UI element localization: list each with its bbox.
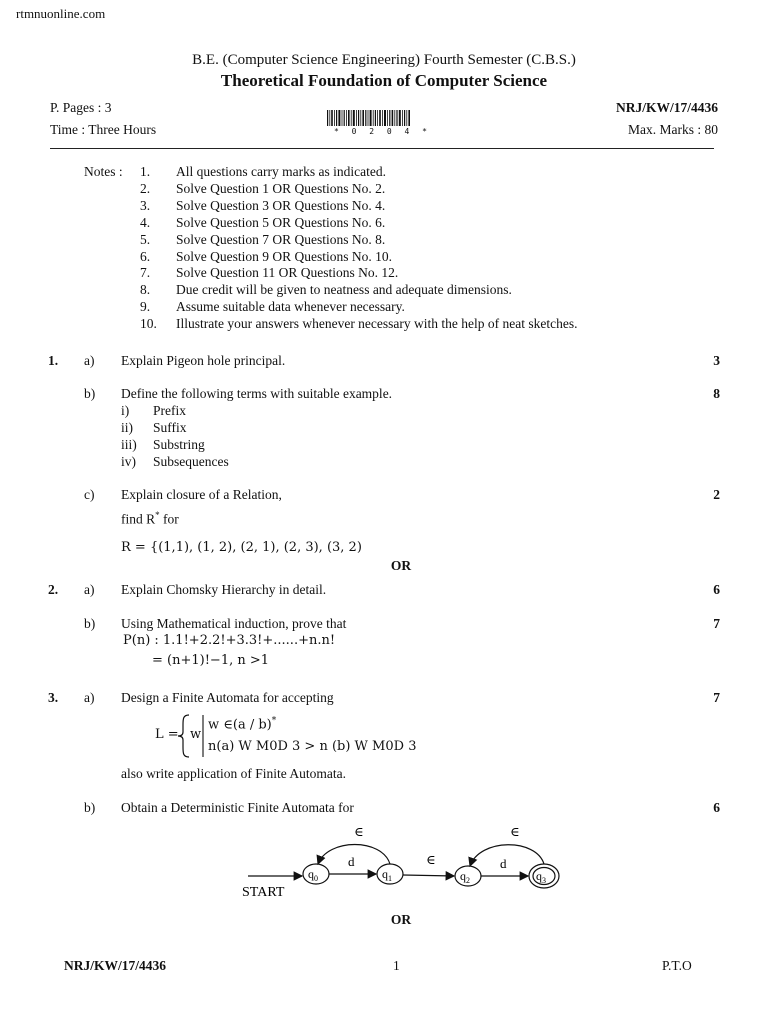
- q1c-find: find R* for: [121, 510, 179, 527]
- q1a-marks: 3: [713, 353, 720, 368]
- q1c-text: Explain closure of a Relation,: [121, 487, 282, 502]
- q2b-part: b): [84, 616, 96, 631]
- edge-q3-q2-label: ∈: [510, 824, 520, 839]
- q3a-lang-cond1: w ∈(a / b)*: [208, 716, 277, 733]
- note-number: 4.: [140, 214, 151, 230]
- q3a-lang-cond2: n(a) W M0D 3 > n (b) W M0D 3: [208, 739, 417, 754]
- q3b-part: b): [84, 800, 96, 815]
- dfa-diagram: [230, 820, 570, 904]
- max-marks: Max. Marks : 80: [628, 122, 718, 137]
- note-item: [140, 316, 577, 332]
- edge-q1-q2-label: ∈: [426, 852, 436, 867]
- note-text: Solve Question 3 OR Questions No. 4.: [176, 197, 386, 213]
- q3a-text: Design a Finite Automata for accepting: [121, 690, 334, 705]
- note-number: 10.: [140, 316, 157, 332]
- note-text: Solve Question 5 OR Questions No. 6.: [176, 214, 386, 230]
- notes-label: Notes :: [84, 164, 123, 179]
- state-q2-label: $q_2$: [460, 869, 470, 885]
- state-q3-label: $q_3$: [536, 869, 546, 885]
- q1b-part: b): [84, 386, 96, 401]
- state-q1-label: $q_1$: [382, 867, 392, 883]
- start-label: START: [242, 885, 285, 900]
- q1b-item-text: Subsequences: [153, 454, 229, 469]
- exam-time: Time : Three Hours: [50, 122, 157, 137]
- paper-code: NRJ/KW/17/4436: [615, 100, 718, 115]
- edge-q3-q2: [470, 845, 544, 866]
- note-item: [140, 198, 385, 214]
- note-number: 9.: [140, 299, 151, 315]
- note-item: [140, 265, 398, 281]
- edge-q1-q0-label: ∈: [354, 824, 364, 839]
- note-item: [140, 282, 512, 298]
- note-number: 6.: [140, 248, 151, 264]
- note-item: [140, 232, 385, 248]
- footer-page-number: 1: [393, 958, 400, 973]
- note-text: Illustrate your answers whenever necessary with the help of neat sketches.: [176, 316, 578, 332]
- watermark-text: rtmnuonline.com: [16, 6, 106, 21]
- barcode-number: * 0 2 0 4 *: [334, 127, 431, 136]
- course-title: B.E. (Computer Science Engineering) Fourth Semester (C.B.S.): [192, 52, 576, 68]
- note-text: All questions carry marks as indicated.: [176, 164, 386, 179]
- q3a-part: a): [84, 690, 95, 705]
- q3a-marks: 7: [713, 690, 720, 705]
- q1b-text: Define the following terms with suitable example.: [121, 386, 393, 401]
- note-number: 7.: [140, 265, 151, 281]
- footer-code: NRJ/KW/17/4436: [64, 958, 167, 973]
- note-text: Solve Question 9 OR Questions No. 10.: [176, 248, 392, 264]
- note-number: 8.: [140, 282, 151, 298]
- q2a-text: Explain Chomsky Hierarchy in detail.: [121, 582, 327, 597]
- note-number: 1.: [140, 164, 151, 179]
- note-text: Due credit will be given to neatness and adequate dimensions.: [176, 282, 512, 298]
- note-text: Solve Question 7 OR Questions No. 8.: [176, 231, 386, 247]
- q1a-part: a): [84, 353, 95, 368]
- q3a-also: also write application of Finite Automata.: [121, 766, 346, 781]
- note-text: Solve Question 1 OR Questions No. 2.: [176, 180, 386, 196]
- edge-q1-q2: [403, 875, 454, 876]
- or-separator: OR: [390, 558, 412, 573]
- q2a-marks: 6: [713, 582, 720, 597]
- note-text: Assume suitable data whenever necessary.: [176, 299, 405, 315]
- q1b-item-roman: i): [121, 403, 130, 418]
- q2b-equation-line1: P(n) : 1.1!+2.2!+3.3!+......+n.n!: [123, 633, 336, 648]
- q2b-equation-line2: = (n+1)!−1, n >1: [152, 653, 270, 668]
- q3a-lang-w: w: [190, 727, 202, 742]
- note-item: [140, 181, 385, 197]
- q1b-marks: 8: [713, 386, 720, 401]
- q1c-relation: R = {(1,1), (1, 2), (2, 1), (2, 3), (3, 2): [121, 540, 362, 555]
- q3a-lang-left: L =: [155, 727, 179, 742]
- q2a-part: a): [84, 582, 95, 597]
- barcode-image: [327, 110, 411, 126]
- edge-q0-q1-label: d: [348, 854, 355, 869]
- q1a-text: Explain Pigeon hole principal.: [121, 353, 286, 368]
- note-item: [140, 299, 405, 315]
- q1b-item-roman: iii): [121, 437, 137, 452]
- edge-q2-q3-label: d: [500, 856, 507, 871]
- note-number: 5.: [140, 231, 151, 247]
- or-separator: OR: [390, 912, 412, 927]
- q1b-item-roman: ii): [121, 420, 133, 435]
- q1b-item-text: Substring: [153, 437, 205, 452]
- q1c-part: c): [84, 487, 95, 502]
- subject-title: Theoretical Foundation of Computer Science: [220, 71, 548, 90]
- q1b-item-roman: iv): [121, 454, 136, 469]
- footer-pto: P.T.O: [662, 958, 692, 973]
- state-q0-label: $q_0$: [308, 867, 318, 883]
- q1b-item-text: Suffix: [153, 420, 187, 435]
- q3b-text: Obtain a Deterministic Finite Automata for: [121, 800, 354, 815]
- q3-number: 3.: [48, 690, 59, 705]
- note-number: 2.: [140, 180, 151, 196]
- q1b-item-text: Prefix: [153, 403, 186, 418]
- note-number: 3.: [140, 197, 151, 213]
- q2b-marks: 7: [713, 616, 720, 631]
- note-text: Solve Question 11 OR Questions No. 12.: [176, 265, 399, 281]
- q1c-marks: 2: [713, 487, 720, 502]
- header-divider: [50, 148, 714, 149]
- q1-number: 1.: [48, 353, 59, 368]
- q2b-text: Using Mathematical induction, prove that: [121, 616, 347, 631]
- note-item: [140, 249, 392, 265]
- q2-number: 2.: [48, 582, 59, 597]
- note-item: [140, 215, 385, 231]
- note-item: [140, 164, 386, 180]
- page-count: P. Pages : 3: [50, 100, 112, 115]
- q3b-marks: 6: [713, 800, 720, 815]
